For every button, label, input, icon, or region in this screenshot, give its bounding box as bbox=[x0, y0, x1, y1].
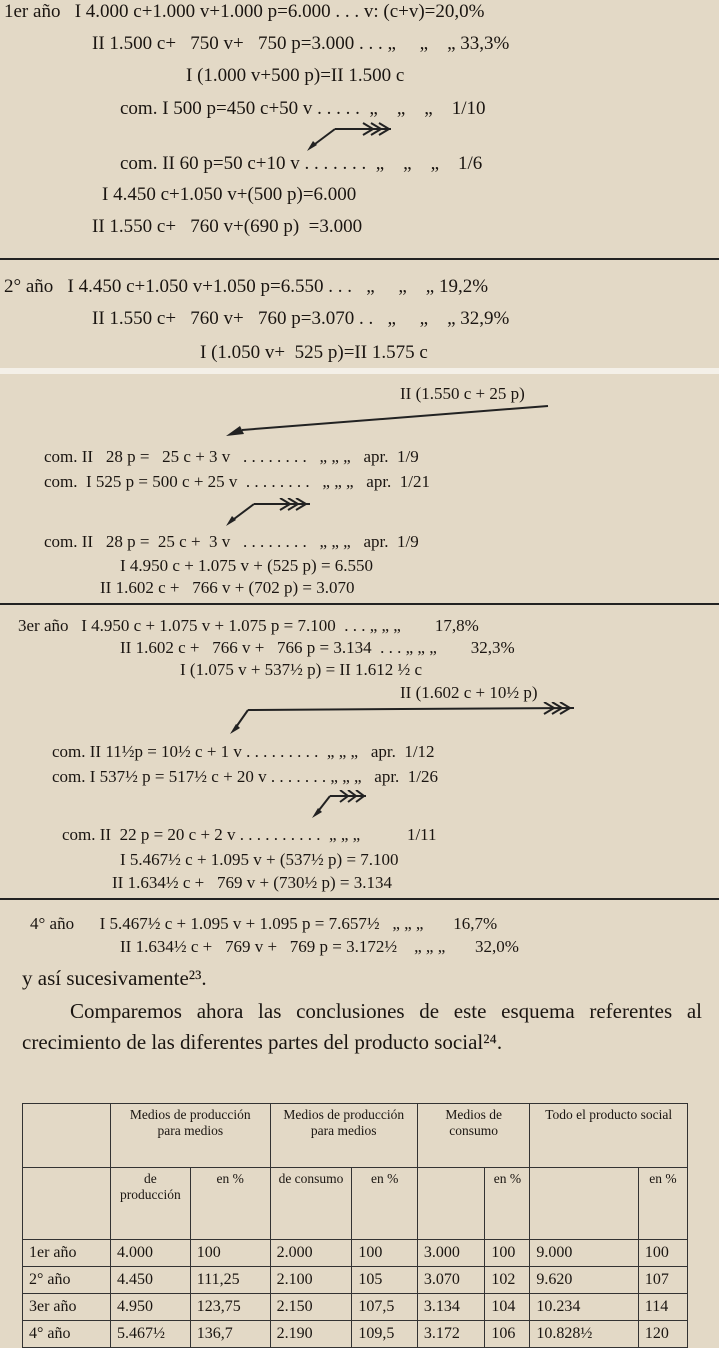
table-cell: 5.467½ bbox=[110, 1321, 190, 1348]
table-cell-year: 2° año bbox=[23, 1267, 111, 1294]
table-cell: 100 bbox=[190, 1240, 270, 1267]
table-row bbox=[23, 1321, 688, 1348]
table-cell: 107 bbox=[638, 1267, 687, 1294]
table-cell: 107,5 bbox=[352, 1294, 417, 1321]
table-cell: 2.100 bbox=[270, 1267, 352, 1294]
arrow-icon bbox=[310, 790, 370, 820]
table-cell: 4.450 bbox=[110, 1267, 190, 1294]
year3-exchange: I (1.075 v + 537½ p) = II 1.612 ½ c bbox=[180, 660, 423, 679]
table-subheader: en % bbox=[190, 1168, 270, 1240]
table-subheader bbox=[530, 1168, 638, 1240]
table-cell: 4.000 bbox=[110, 1240, 190, 1267]
arrow-icon bbox=[305, 121, 395, 153]
table-cell: 106 bbox=[485, 1321, 530, 1348]
table-cell: 9.620 bbox=[530, 1267, 638, 1294]
year1-com-ii: com. II 60 p=50 c+10 v . . . . . . . „ „ „ 1/6 bbox=[120, 153, 483, 174]
table-cell: 3.000 bbox=[417, 1240, 485, 1267]
table-cell: 2.000 bbox=[270, 1240, 352, 1267]
year2-line-ii: II 1.550 c+ 760 v+ 760 p=3.070 . . „ „ „ 32,9% bbox=[92, 308, 510, 329]
table-cell: 123,75 bbox=[190, 1294, 270, 1321]
arrow-icon bbox=[224, 498, 314, 528]
table-cell: 4.950 bbox=[110, 1294, 190, 1321]
year3-ii-c: II (1.602 c + 10½ p) bbox=[400, 683, 538, 702]
year2-com-2: com. I 525 p = 500 c + 25 v . . . . . . . . „ „ „ apr. 1/21 bbox=[44, 472, 431, 491]
table-cell: 100 bbox=[485, 1240, 530, 1267]
arrow-icon bbox=[228, 702, 578, 736]
table-cell-year: 1er año bbox=[23, 1240, 111, 1267]
table-row bbox=[23, 1240, 688, 1267]
table-cell: 105 bbox=[352, 1267, 417, 1294]
section-rule bbox=[0, 258, 719, 260]
table-cell: 10.828½ bbox=[530, 1321, 638, 1348]
table-cell: 111,25 bbox=[190, 1267, 270, 1294]
year2-exchange: I (1.050 v+ 525 p)=II 1.575 c bbox=[200, 342, 428, 363]
table-cell-year: 4° año bbox=[23, 1321, 111, 1348]
year2-result-i: I 4.950 c + 1.075 v + (525 p) = 6.550 bbox=[120, 556, 374, 575]
table-cell: 2.190 bbox=[270, 1321, 352, 1348]
year1-exchange: I (1.000 v+500 p)=II 1.500 c bbox=[186, 65, 405, 86]
table-subheader: en % bbox=[352, 1168, 417, 1240]
year3-result-ii: II 1.634½ c + 769 v + (730½ p) = 3.134 bbox=[112, 873, 392, 892]
table-cell: 3.172 bbox=[417, 1321, 485, 1348]
table-header: Medios de producción para medios bbox=[270, 1104, 417, 1168]
continuation-text: y así sucesivamente²³. bbox=[22, 966, 207, 990]
year3-result-i: I 5.467½ c + 1.095 v + (537½ p) = 7.100 bbox=[120, 850, 399, 869]
table-header: Todo el producto social bbox=[530, 1104, 688, 1168]
table-header: Medios de consumo bbox=[417, 1104, 530, 1168]
table-subheader: de producción bbox=[110, 1168, 190, 1240]
year3-line-i: 3er año I 4.950 c + 1.075 v + 1.075 p = 7.100 . . . „ „ „ 17,8% bbox=[18, 616, 479, 635]
table-cell: 136,7 bbox=[190, 1321, 270, 1348]
table-row bbox=[23, 1294, 688, 1321]
table-cell-year: 3er año bbox=[23, 1294, 111, 1321]
table-cell: 9.000 bbox=[530, 1240, 638, 1267]
table-cell: 3.134 bbox=[417, 1294, 485, 1321]
year3-com-2: com. I 537½ p = 517½ c + 20 v . . . . . . . „ „ „ apr. 1/26 bbox=[52, 767, 439, 786]
year1-com-i: com. I 500 p=450 c+50 v . . . . . „ „ „ 1/10 bbox=[120, 98, 486, 119]
year3-com-3: com. II 22 p = 20 c + 2 v . . . . . . . . . . „ „ „ 1/11 bbox=[62, 825, 437, 844]
year2-line-i: 2° año I 4.450 c+1.050 v+1.050 p=6.550 . . . „ „ „ 19,2% bbox=[4, 276, 489, 297]
table-cell: 120 bbox=[638, 1321, 687, 1348]
table-row bbox=[23, 1267, 688, 1294]
year4-line-ii: II 1.634½ c + 769 v + 769 p = 3.172½ „ „ „ 32,0% bbox=[120, 937, 519, 956]
year2-com-3: com. II 28 p = 25 c + 3 v . . . . . . . . „ „ „ apr. 1/9 bbox=[44, 532, 419, 551]
year1-result-i: I 4.450 c+1.050 v+(500 p)=6.000 bbox=[102, 184, 357, 205]
table-cell: 114 bbox=[638, 1294, 687, 1321]
table-cell: 2.150 bbox=[270, 1294, 352, 1321]
year3-line-ii: II 1.602 c + 766 v + 766 p = 3.134 . . . „ „ „ 32,3% bbox=[120, 638, 515, 657]
scan-seam bbox=[0, 368, 719, 374]
table-subheader: en % bbox=[485, 1168, 530, 1240]
table-subheader bbox=[417, 1168, 485, 1240]
table-cell: 104 bbox=[485, 1294, 530, 1321]
year2-ii-c: II (1.550 c + 25 p) bbox=[400, 384, 525, 403]
arrow-icon bbox=[222, 402, 552, 438]
table-cell: 109,5 bbox=[352, 1321, 417, 1348]
table-subheader: de consumo bbox=[270, 1168, 352, 1240]
table-corner bbox=[23, 1168, 111, 1240]
table-header: Medios de producción para medios bbox=[110, 1104, 270, 1168]
year1-line-ii: II 1.500 c+ 750 v+ 750 p=3.000 . . . „ „ „ 33,3% bbox=[92, 33, 510, 54]
body-paragraph: Comparemos ahora las conclusiones de este esquema referentes al crecimiento de las diferentes partes del producto social²⁴. bbox=[22, 999, 702, 1054]
table-cell: 102 bbox=[485, 1267, 530, 1294]
table-cell: 100 bbox=[352, 1240, 417, 1267]
year1-result-ii: II 1.550 c+ 760 v+(690 p) =3.000 bbox=[92, 216, 363, 237]
table-corner bbox=[23, 1104, 111, 1168]
table-cell: 3.070 bbox=[417, 1267, 485, 1294]
year4-line-i: 4° año I 5.467½ c + 1.095 v + 1.095 p = 7.657½ „ „ „ 16,7% bbox=[30, 914, 498, 933]
year2-com-1: com. II 28 p = 25 c + 3 v . . . . . . . . „ „ „ apr. 1/9 bbox=[44, 447, 419, 466]
table-cell: 100 bbox=[638, 1240, 687, 1267]
section-rule bbox=[0, 603, 719, 605]
year2-result-ii: II 1.602 c + 766 v + (702 p) = 3.070 bbox=[100, 578, 355, 597]
data-table bbox=[22, 1103, 688, 1348]
year1-line-i: 1er año I 4.000 c+1.000 v+1.000 p=6.000 . . . v: (c+v)=20,0% bbox=[4, 1, 485, 22]
table-cell: 10.234 bbox=[530, 1294, 638, 1321]
table-subheader: en % bbox=[638, 1168, 687, 1240]
year3-com-1: com. II 11½p = 10½ c + 1 v . . . . . . . . . „ „ „ apr. 1/12 bbox=[52, 742, 435, 761]
section-rule bbox=[0, 898, 719, 900]
